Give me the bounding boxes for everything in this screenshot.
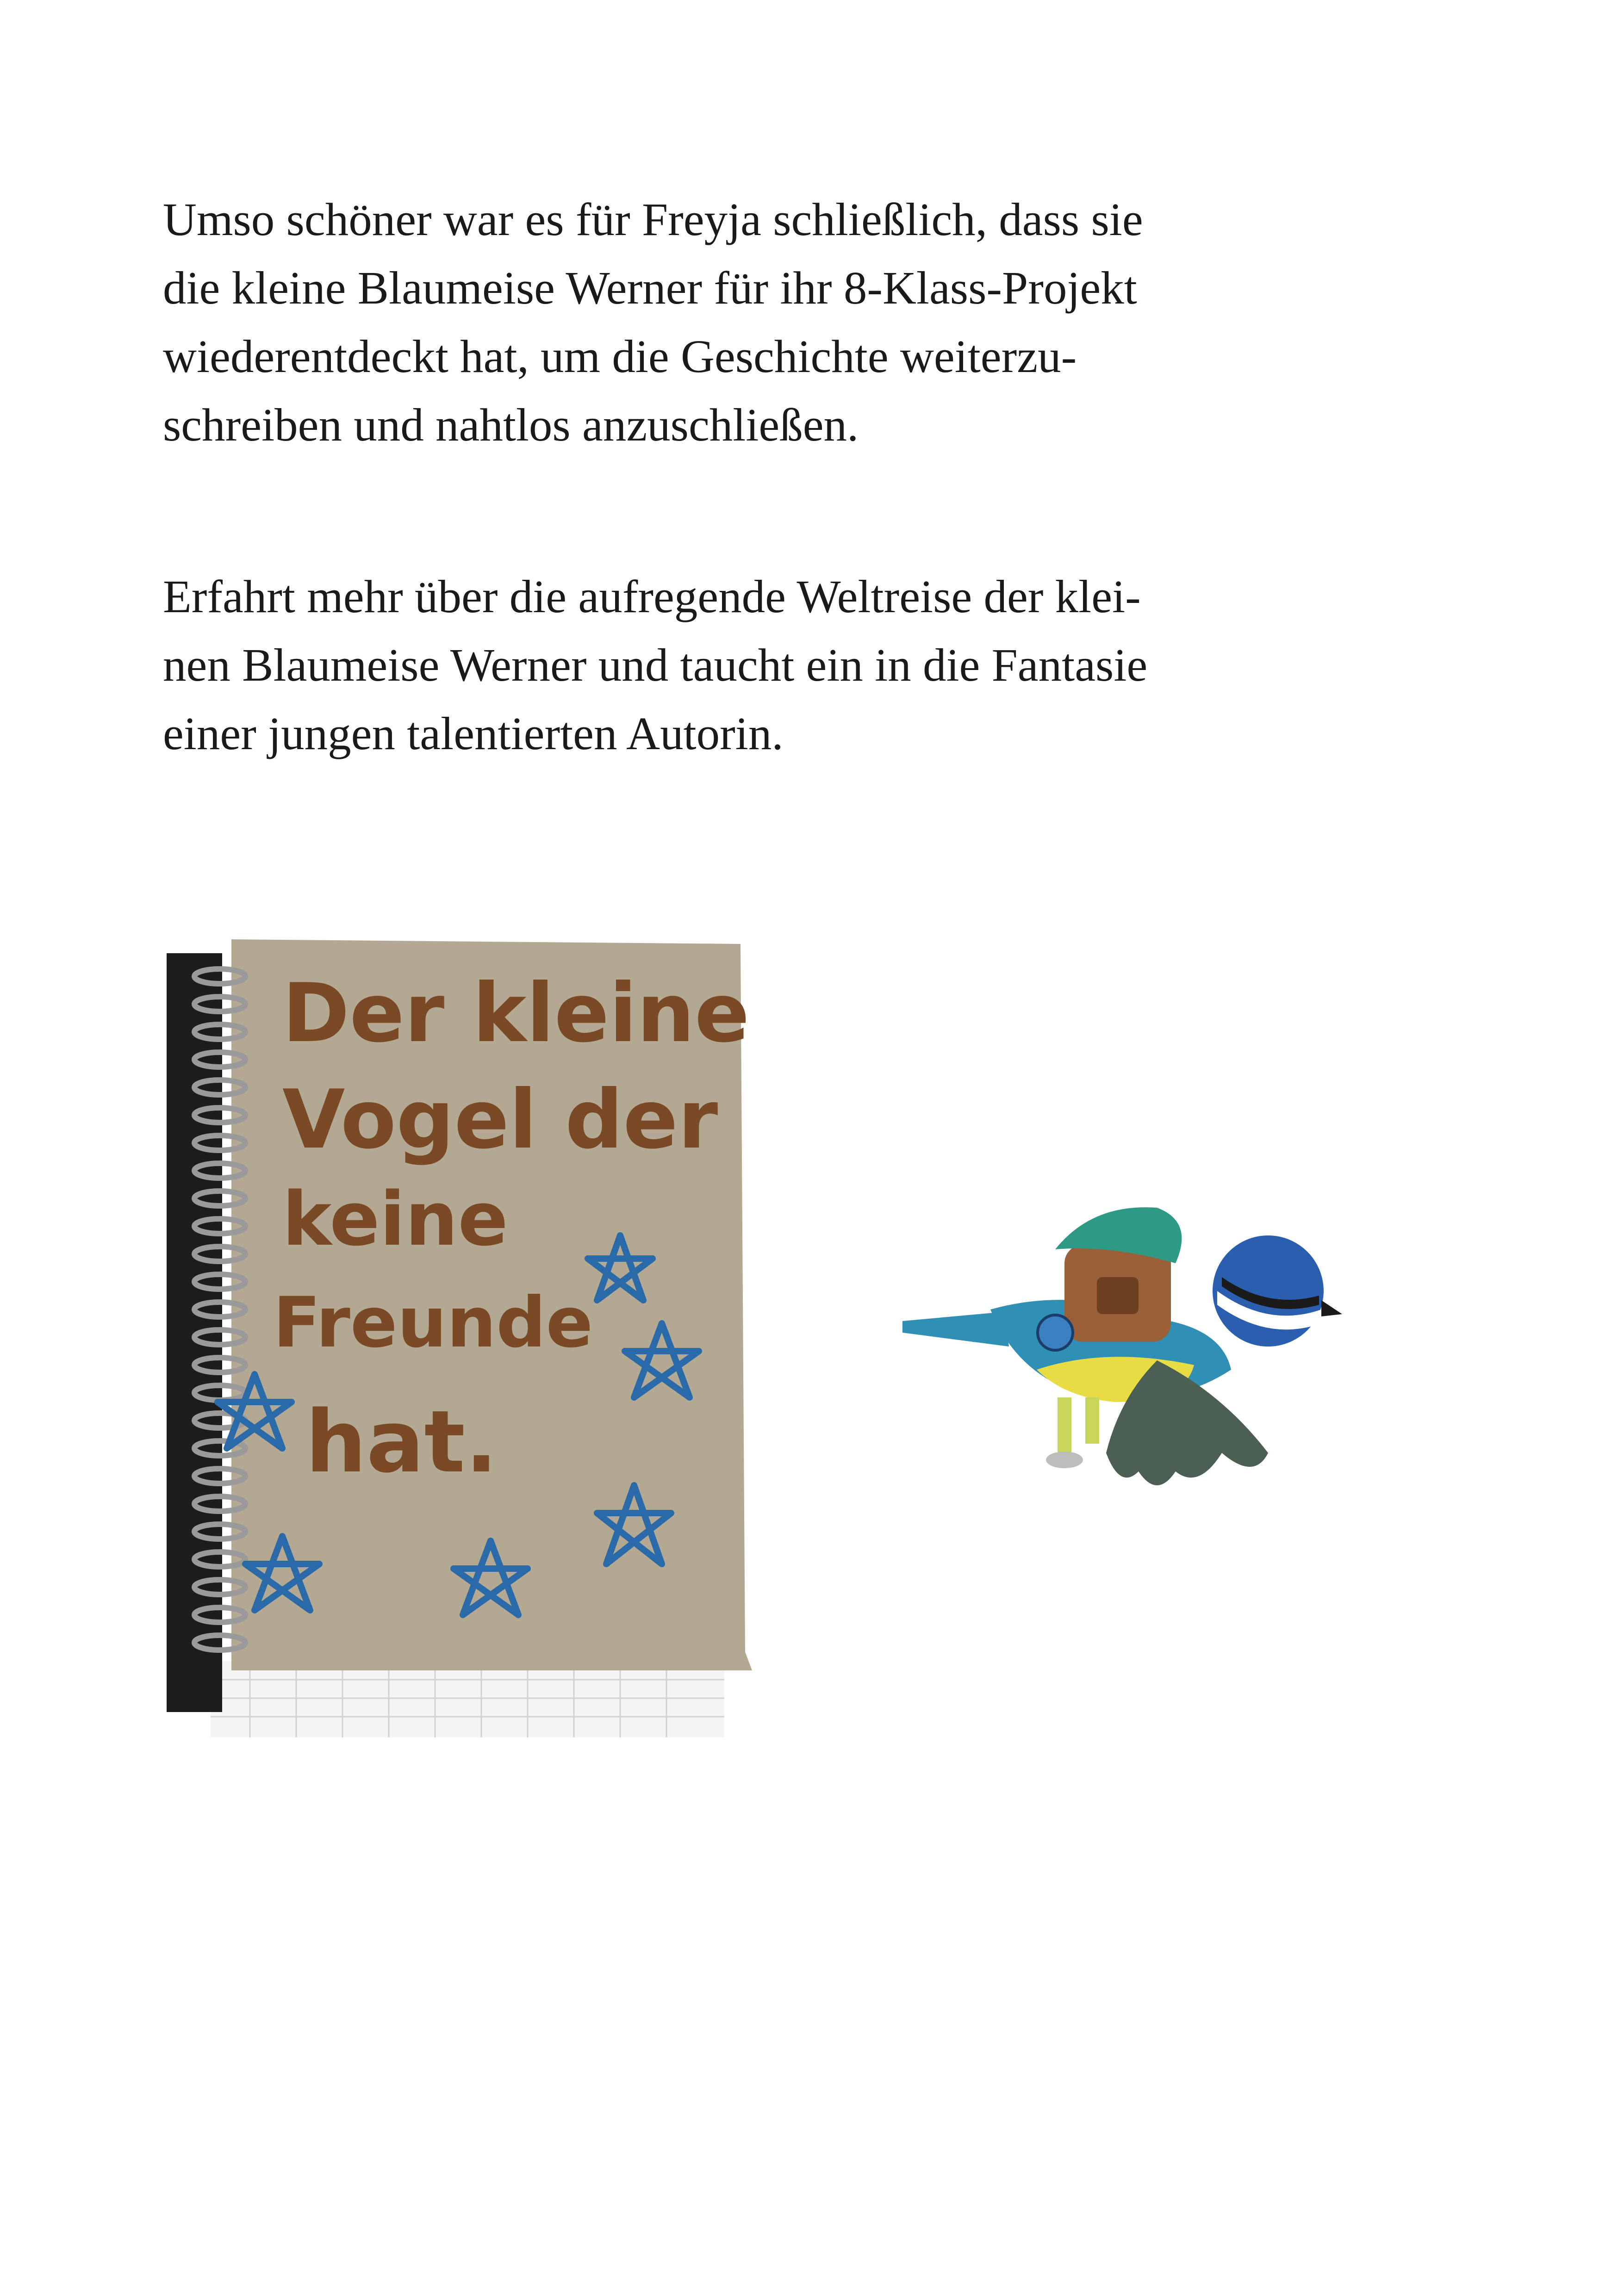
paragraph-line: einer jungen talentierten Autorin. bbox=[163, 707, 784, 759]
grid-paper bbox=[211, 1661, 724, 1738]
cover-text-line: Vogel der bbox=[282, 1073, 718, 1167]
blue-tit-drawing bbox=[898, 1194, 1351, 1555]
paragraph-line: wiederentdeckt hat, um die Geschichte weiterzu- bbox=[163, 330, 1077, 382]
notebook-photo bbox=[167, 930, 764, 1744]
cover-text-line: Der kleine bbox=[282, 967, 750, 1061]
teaser-paragraph bbox=[163, 562, 1482, 768]
bird-beak bbox=[1321, 1300, 1342, 1316]
paragraph-line: schreiben und nahtlos anzuschließen. bbox=[163, 399, 859, 451]
cover-text-line: Freunde bbox=[273, 1283, 593, 1363]
paragraph-line: Umso schöner war es für Freyja schließlich, dass sie bbox=[163, 193, 1143, 245]
paragraph-line: Erfahrt mehr über die aufregende Weltreise der klei- bbox=[163, 571, 1141, 622]
bird-tail bbox=[902, 1312, 1009, 1347]
paragraph-line: nen Blaumeise Werner und taucht ein in die Fantasie bbox=[163, 639, 1148, 691]
backpack-pocket bbox=[1097, 1277, 1139, 1314]
intro-paragraph bbox=[163, 185, 1482, 459]
cover-text-line: keine bbox=[282, 1176, 508, 1262]
backpack-snail-shell bbox=[1038, 1315, 1073, 1350]
cover-text-line: hat. bbox=[305, 1392, 498, 1492]
bird-leg bbox=[1058, 1397, 1071, 1453]
bird-leg bbox=[1085, 1397, 1099, 1444]
bird-foot bbox=[1046, 1452, 1083, 1468]
paragraph-line: die kleine Blaumeise Werner für ihr 8-Klass-Projekt bbox=[163, 262, 1137, 314]
